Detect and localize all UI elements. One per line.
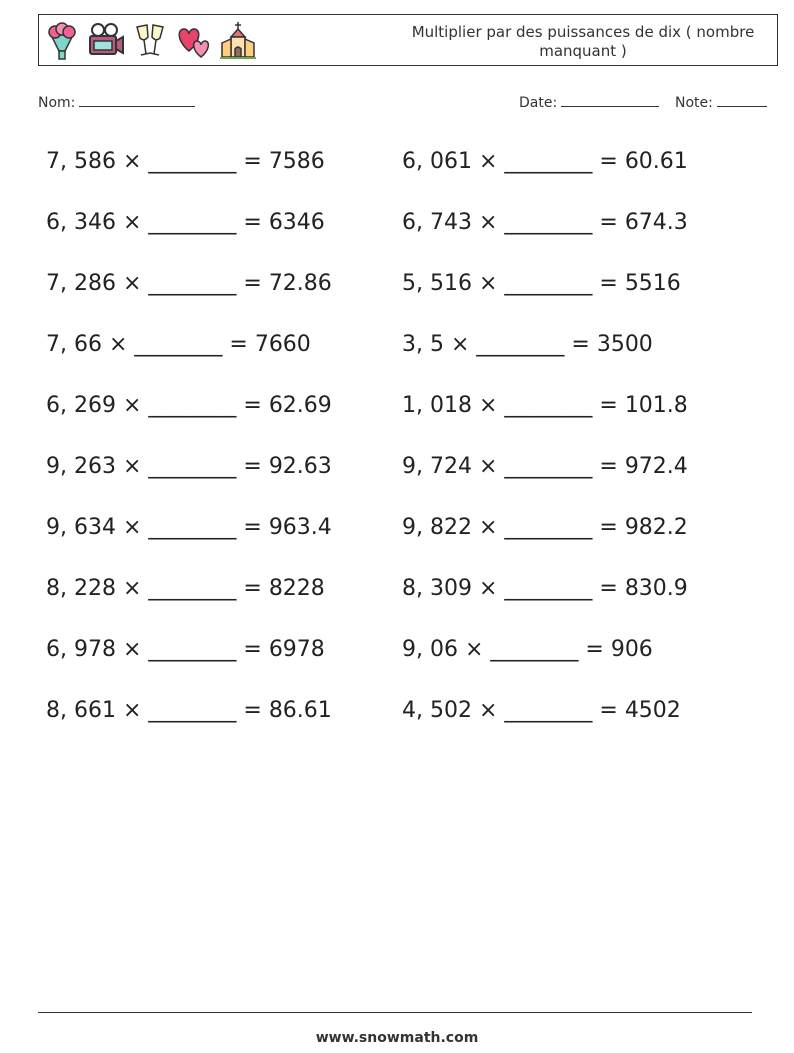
problem-3[interactable]: 6, 346 × ________ = 6346: [46, 210, 325, 235]
problem-9[interactable]: 6, 269 × ________ = 62.69: [46, 393, 332, 418]
problem-17[interactable]: 6, 978 × ________ = 6978: [46, 637, 325, 662]
problem-19[interactable]: 8, 661 × ________ = 86.61: [46, 698, 332, 723]
date-blank[interactable]: [561, 94, 659, 107]
problem-12[interactable]: 9, 724 × ________ = 972.4: [402, 454, 688, 479]
champagne-glasses-icon: [131, 21, 169, 61]
problem-11[interactable]: 9, 263 × ________ = 92.63: [46, 454, 332, 479]
film-camera-icon: [87, 21, 125, 61]
problem-7[interactable]: 7, 66 × ________ = 7660: [46, 332, 311, 357]
problem-14[interactable]: 9, 822 × ________ = 982.2: [402, 515, 688, 540]
header-icons: [43, 19, 257, 63]
name-blank[interactable]: [79, 94, 195, 107]
problem-6[interactable]: 5, 516 × ________ = 5516: [402, 271, 681, 296]
score-label: Note:: [675, 95, 713, 111]
date-label: Date:: [519, 95, 558, 111]
bouquet-icon: [43, 21, 81, 61]
worksheet-header: [38, 14, 778, 66]
problem-18[interactable]: 9, 06 × ________ = 906: [402, 637, 653, 662]
footer-divider: [38, 1012, 752, 1013]
problem-10[interactable]: 1, 018 × ________ = 101.8: [402, 393, 688, 418]
name-field[interactable]: [38, 94, 195, 111]
problem-5[interactable]: 7, 286 × ________ = 72.86: [46, 271, 332, 296]
hearts-icon: [175, 21, 213, 61]
problem-15[interactable]: 8, 228 × ________ = 8228: [46, 576, 325, 601]
score-field[interactable]: [675, 94, 767, 111]
problem-8[interactable]: 3, 5 × ________ = 3500: [402, 332, 653, 357]
worksheet-title: Multiplier par des puissances de dix ( nombre manquant ): [411, 23, 755, 60]
problem-4[interactable]: 6, 743 × ________ = 674.3: [402, 210, 688, 235]
problem-1[interactable]: 7, 586 × ________ = 7586: [46, 149, 325, 174]
problem-20[interactable]: 4, 502 × ________ = 4502: [402, 698, 681, 723]
problem-13[interactable]: 9, 634 × ________ = 963.4: [46, 515, 332, 540]
problem-2[interactable]: 6, 061 × ________ = 60.61: [402, 149, 688, 174]
problem-16[interactable]: 8, 309 × ________ = 830.9: [402, 576, 688, 601]
name-label: Nom:: [38, 95, 76, 111]
score-blank[interactable]: [717, 94, 767, 107]
footer-site[interactable]: www.snowmath.com: [315, 1030, 479, 1046]
date-field[interactable]: [519, 94, 659, 111]
church-icon: [219, 21, 257, 61]
